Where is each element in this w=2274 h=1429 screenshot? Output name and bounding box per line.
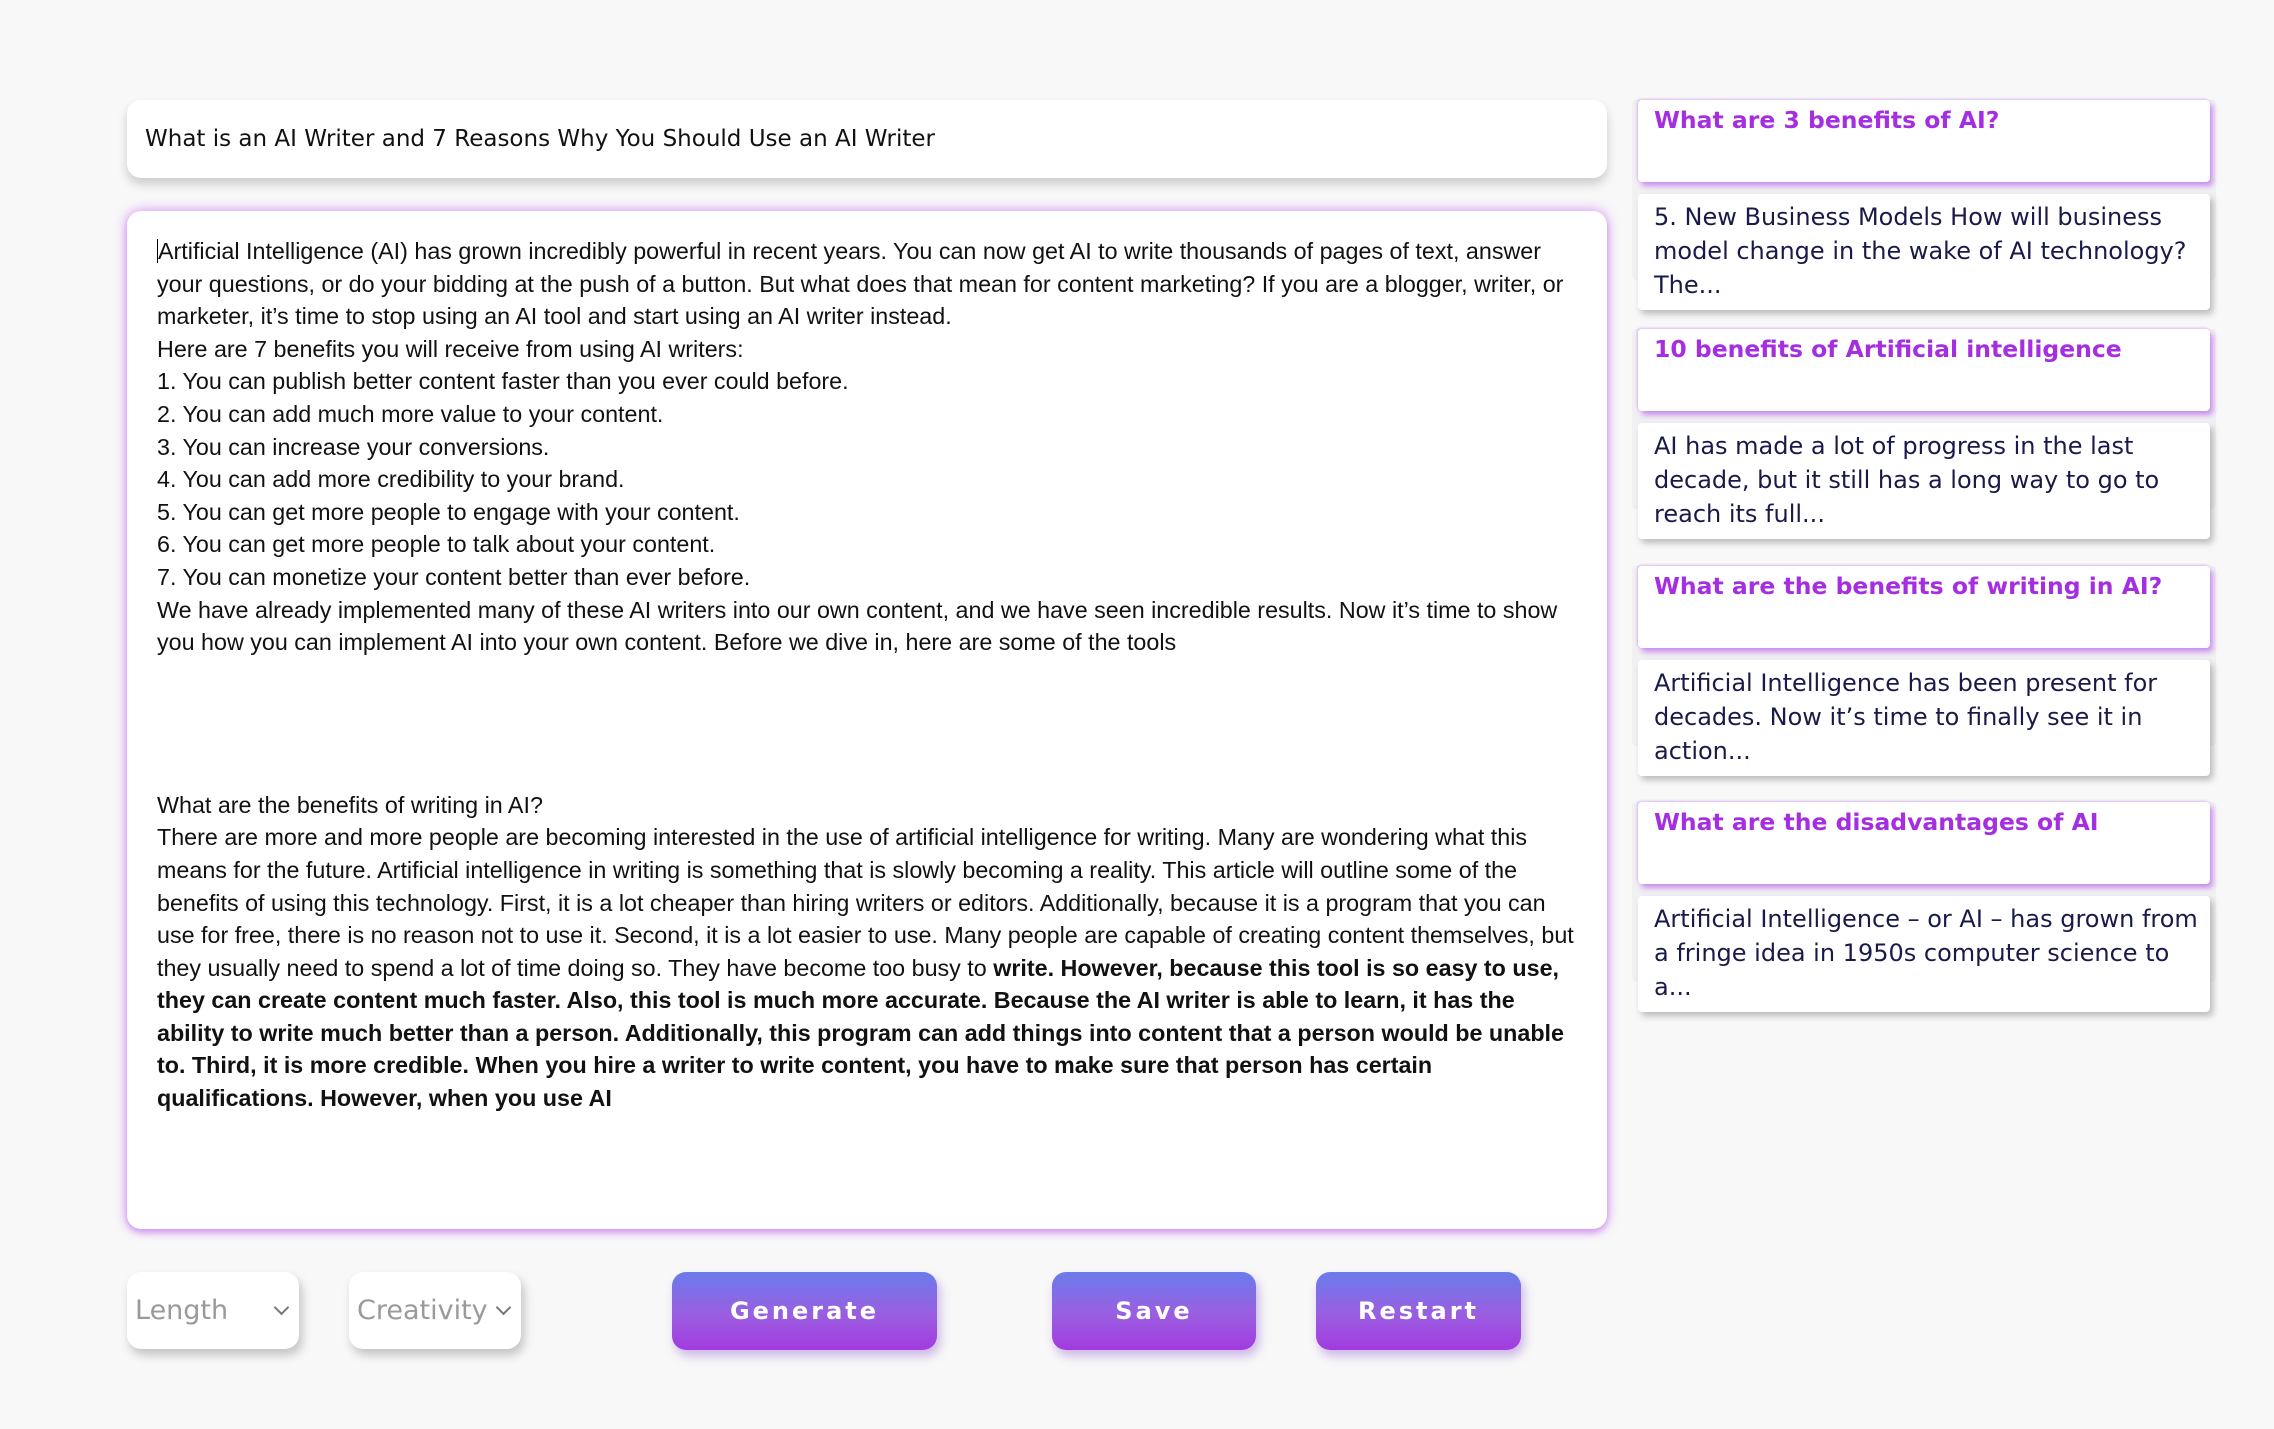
suggestion-answer[interactable]: 5. New Business Models How will business model change in the wake of AI technology? The...	[1638, 194, 2210, 310]
list-item: 6. You can get more people to talk about your content.	[157, 531, 716, 558]
list-item: 3. You can increase your conversions.	[157, 433, 550, 460]
title-text: What is an AI Writer and 7 Reasons Why You Should Use an AI Writer	[145, 126, 935, 152]
paragraph-bold-text: write. However, because this tool is so easy to use, they can create content much faster. Also, this tool is much more accurate. Because the AI writer is able to learn, it has the ability to write much better than a person. Additionally, this program can add things into content that a person would be unable to. Third, it is more credible. When you hire a writer to write content, you have to make sure that person has certain qualifications. However, when you use AI	[157, 954, 1564, 1112]
list-item: 2. You can add much more value to your content.	[157, 400, 664, 427]
editor-paragraph: We have already implemented many of these AI writers into our own content, and we have seen incredible results. Now it’s time to show you how you can implement AI into your own content. Before we dive in, here are some of the tools	[157, 596, 1558, 656]
length-select-label: Length	[135, 1295, 229, 1326]
suggestion-question[interactable]: What are the benefits of writing in AI?	[1638, 566, 2210, 648]
creativity-select[interactable]	[349, 1272, 521, 1349]
save-button[interactable]: Save	[1052, 1272, 1256, 1350]
editor-paragraph: Here are 7 benefits you will receive from using AI writers:	[157, 335, 744, 362]
chevron-down-icon	[274, 1300, 290, 1316]
suggestion-question[interactable]: What are the disadvantages of AI	[1638, 802, 2210, 884]
editor-paragraph	[157, 235, 1577, 333]
chevron-down-icon	[496, 1300, 512, 1316]
list-item: 5. You can get more people to engage with your content.	[157, 498, 740, 525]
editor-paragraph	[157, 821, 1577, 1114]
content-editor[interactable]	[127, 211, 1607, 1229]
paragraph-normal-text: There are more and more people are becoming interested in the use of artificial intelligence for writing. Many are wondering what this means for the future. Artificial intelligence in writing is something that is slowly becoming a reality. This article will outline some of the benefits of using this technology. First, it is a lot cheaper than hiring writers or editors. Additionally, because it is a program that you can use for free, there is no reason not to use it. Second, it is a lot easier to use. Many people are capable of creating content themselves, but they usually need to spend a lot of time doing so. They have become too busy to	[157, 824, 1574, 981]
creativity-select-label: Creativity	[357, 1295, 488, 1326]
list-item: 7. You can monetize your content better than ever before.	[157, 563, 751, 590]
suggestion-answer[interactable]: Artificial Intelligence – or AI – has grown from a fringe idea in 1950s computer science to a...	[1638, 896, 2210, 1012]
list-item: 4. You can add more credibility to your brand.	[157, 466, 625, 493]
editor-heading: What are the benefits of writing in AI?	[157, 791, 543, 818]
length-select[interactable]	[127, 1272, 299, 1349]
suggestion-card[interactable]	[1638, 100, 2218, 310]
suggestion-card[interactable]	[1638, 329, 2218, 539]
suggestion-question[interactable]: 10 benefits of Artificial intelligence	[1638, 329, 2210, 411]
generate-button[interactable]: Generate	[672, 1272, 937, 1350]
list-item: 1. You can publish better content faster than you ever could before.	[157, 368, 849, 395]
suggestion-card[interactable]	[1638, 802, 2218, 1012]
suggestion-answer[interactable]: Artificial Intelligence has been present for decades. Now it’s time to finally see it in action...	[1638, 660, 2210, 776]
restart-button[interactable]: Restart	[1316, 1272, 1521, 1350]
editor-paragraph-text: Artificial Intelligence (AI) has grown incredibly powerful in recent years. You can now get AI to write thousands of pages of text, answer your questions, or do your bidding at the push of a button. But what does that mean for content marketing? If you are a blogger, writer, or marketer, it’s time to stop using an AI tool and start using an AI writer instead.	[157, 238, 1564, 330]
suggestion-card[interactable]	[1638, 566, 2218, 776]
suggestion-answer[interactable]: AI has made a lot of progress in the last decade, but it still has a long way to go to reach its full...	[1638, 423, 2210, 539]
suggestion-question[interactable]: What are 3 benefits of AI?	[1638, 100, 2210, 182]
blank-space	[157, 659, 1577, 789]
title-input[interactable]	[127, 100, 1607, 178]
